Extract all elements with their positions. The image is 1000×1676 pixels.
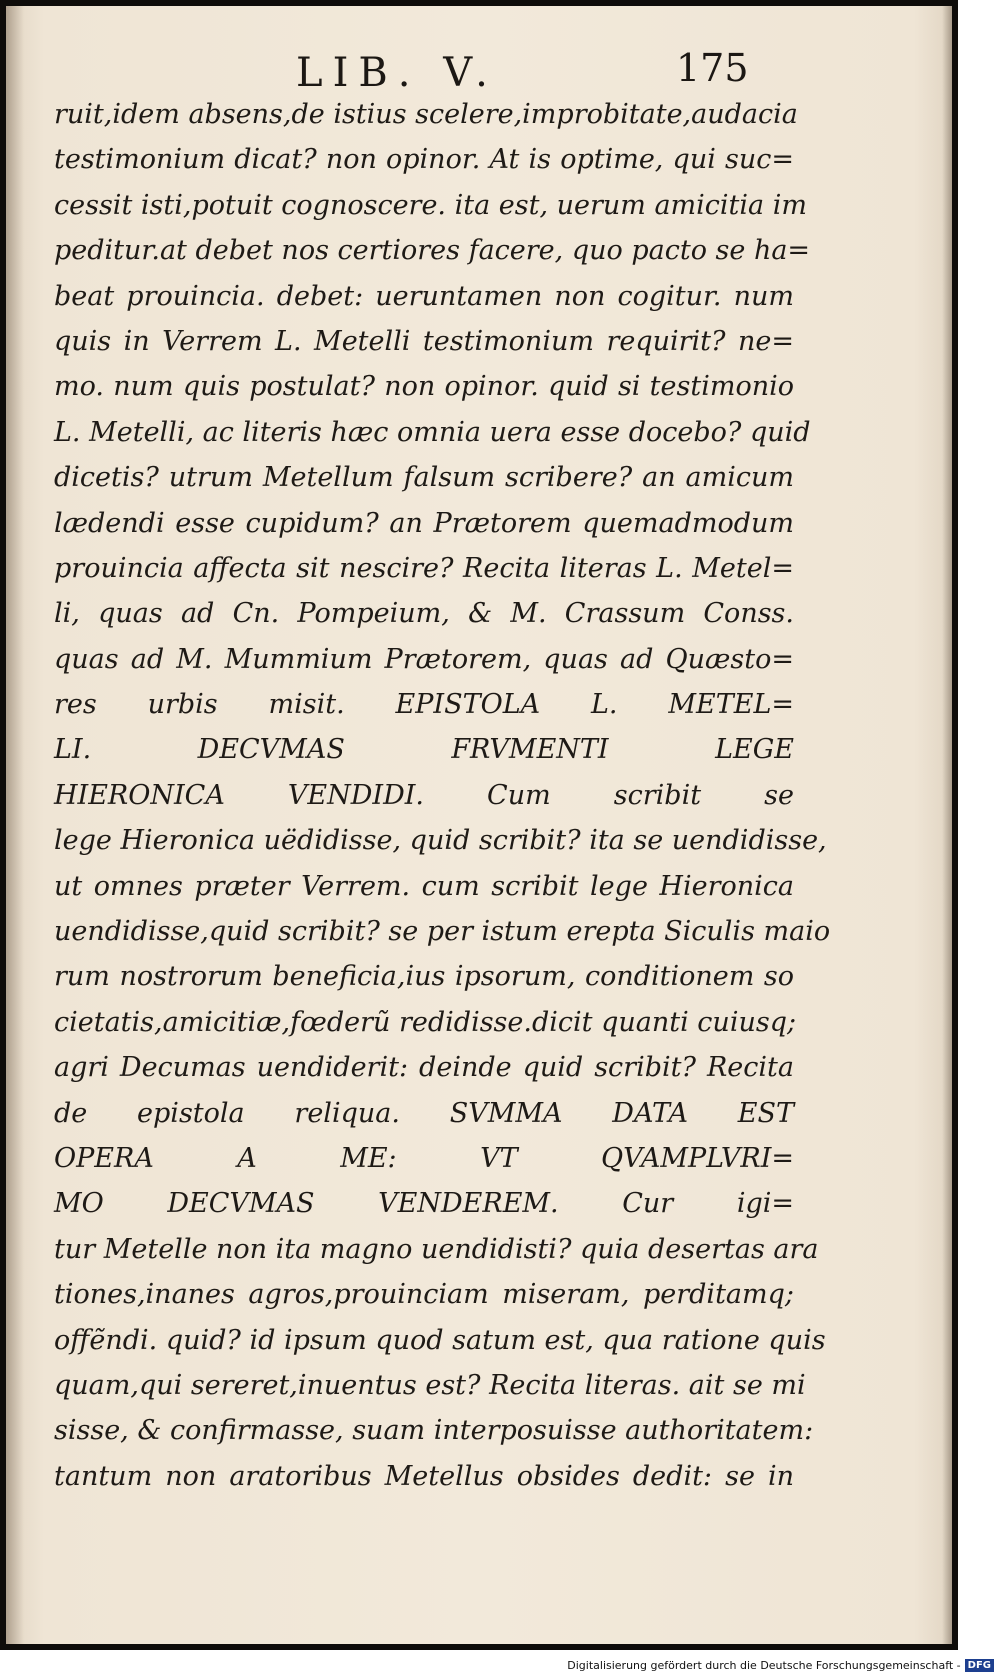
- text-line: agri Decumas uendiderit: deinde quid scribit? Recita: [54, 1052, 794, 1084]
- text-line: cietatis,amicitiæ,fœderũ redidisse.dicit quanti cuiusq;: [54, 1006, 797, 1038]
- text-line: OPERA A ME: VT QVAMPLVRI=: [54, 1142, 794, 1174]
- text-line: dicetis? utrum Metellum falsum scribere? an amicum: [54, 462, 794, 494]
- page-edge: [942, 6, 952, 1644]
- text-block: [54, 92, 831, 1499]
- text-line: ut omnes præter Verrem. cum scribit lege Hieronica: [54, 870, 794, 902]
- text-line: tantum non aratoribus Metellus obsides dedit: se in: [54, 1460, 794, 1492]
- text-line: beat prouincia. debet: ueruntamen non cogitur. num: [54, 280, 794, 312]
- book-page: [6, 6, 952, 1644]
- digitization-credit: [567, 1659, 994, 1673]
- text-line: ruit,idem absens,de istius scelere,improbitate,audacia: [54, 99, 798, 130]
- text-line: testimonium dicat? non opinor. At is optime, qui suc=: [54, 144, 794, 176]
- text-line: res urbis misit. EPISTOLA L. METEL=: [54, 689, 794, 721]
- text-line: lege Hieronica uëdidisse, quid scribit? ita se uendidisse,: [54, 825, 827, 857]
- text-line: uendidisse,quid scribit? se per istum erepta Siculis maio: [54, 916, 831, 948]
- running-head: LIB. V.: [296, 50, 498, 96]
- text-line: tiones,inanes agros,prouinciam miseram, perditamq;: [54, 1279, 794, 1311]
- text-line: MO DECVMAS VENDEREM. Cur igi=: [54, 1188, 794, 1220]
- text-line: cessit isti,potuit cognoscere. ita est, uerum amicitia im: [54, 189, 807, 221]
- text-line: quas ad M. Mummium Prætorem, quas ad Quæsto=: [54, 643, 794, 675]
- text-line: offẽndi. quid? id ipsum quod satum est, qua ratione quis: [54, 1324, 826, 1356]
- text-line: rum nostrorum beneficia,ius ipsorum, conditionem so: [54, 961, 794, 993]
- text-line: li, quas ad Cn. Pompeium, & M. Crassum Conss.: [54, 598, 794, 630]
- text-line: sisse, & confirmasse, suam interposuisse authoritatem:: [54, 1415, 814, 1447]
- text-line: HIERONICA VENDIDI. Cum scribit se: [54, 779, 794, 811]
- text-line: L. Metelli, ac literis hæc omnia uera esse docebo? quid: [54, 416, 811, 448]
- text-line: peditur.at debet nos certiores facere, quo pacto se ha=: [54, 235, 811, 267]
- text-line: tur Metelle non ita magno uendidisti? quia desertas ara: [54, 1233, 819, 1265]
- credit-text: Digitalisierung gefördert durch die Deutsche Forschungsgemeinschaft -: [567, 1658, 961, 1672]
- gutter-shadow: [6, 6, 24, 1644]
- text-line: de epistola reliqua. SVMMA DATA EST: [54, 1097, 794, 1129]
- text-line: LI. DECVMAS FRVMENTI LEGE: [54, 734, 794, 766]
- dfg-logo[interactable]: DFG: [965, 1659, 994, 1672]
- text-line: mo. num quis postulat? non opinor. quid si testimonio: [54, 371, 794, 403]
- text-line: prouincia affecta sit nescire? Recita literas L. Metel=: [54, 552, 794, 584]
- text-line: quam,qui sereret,inuentus est? Recita literas. ait se mi: [54, 1369, 806, 1401]
- page-number: 175: [676, 46, 749, 90]
- text-line: quis in Verrem L. Metelli testimonium requirit? ne=: [54, 325, 794, 357]
- text-line: lædendi esse cupidum? an Prætorem quemadmodum: [54, 507, 794, 539]
